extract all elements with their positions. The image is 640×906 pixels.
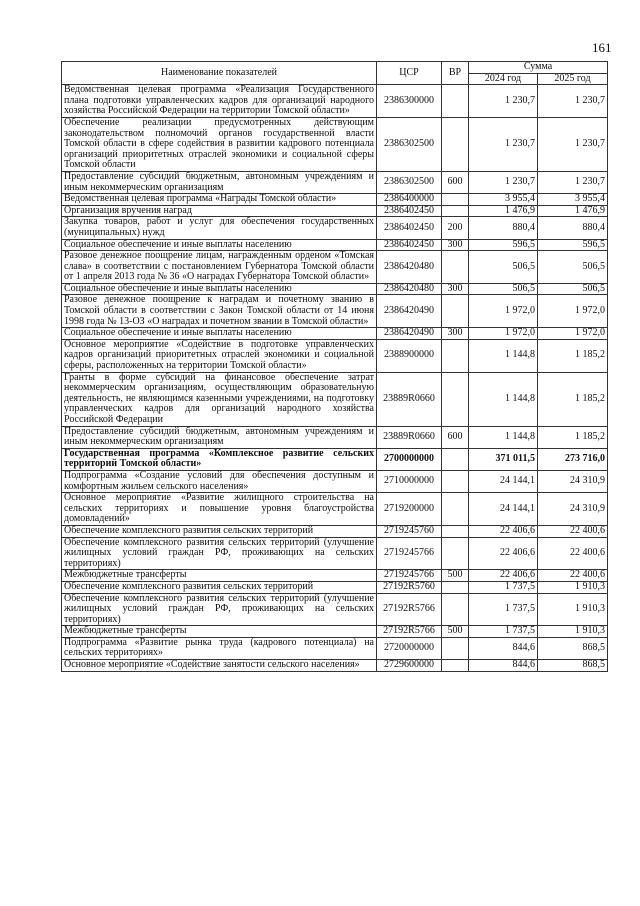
row-csr-cell: 2386420490 — [377, 328, 442, 340]
row-vr-cell — [442, 372, 469, 426]
table-row — [62, 205, 608, 217]
column-header-name: Наименование показателей — [62, 62, 377, 85]
budget-table — [61, 61, 608, 672]
row-name-cell: Обеспечение реализации предусмотренных действующим законодательством полномочий органов государственной власти Томской области в сфере содействия в развитии кадрового потенциала организаций приоритетных отраслей экономики и социальной сферы Томской области — [62, 117, 377, 171]
row-sum-2024-cell: 1 230,7 — [469, 117, 538, 171]
column-header-vr: ВР — [442, 62, 469, 85]
row-csr-cell: 2386300000 — [377, 85, 442, 118]
row-csr-cell: 27192R5766 — [377, 593, 442, 626]
row-sum-2025-cell: 1 972,0 — [538, 295, 608, 328]
row-name-cell: Подпрограмма «Создание условий для обеспечения доступным и комфортным жильем сельского населения» — [62, 470, 377, 492]
row-sum-2025-cell: 1 185,2 — [538, 372, 608, 426]
table-row — [62, 525, 608, 537]
column-header-2024: 2024 год — [469, 73, 538, 85]
row-sum-2025-cell: 506,5 — [538, 251, 608, 284]
row-name-cell: Подпрограмма «Развитие рынка труда (кадрового потенциала) на сельских территориях» — [62, 637, 377, 659]
row-sum-2025-cell: 1 185,2 — [538, 339, 608, 372]
row-sum-2024-cell: 1 230,7 — [469, 171, 538, 193]
table-row — [62, 660, 608, 672]
row-name-cell: Закупка товаров, работ и услуг для обеспечения государственных (муниципальных) нужд — [62, 217, 377, 239]
table-row — [62, 171, 608, 193]
row-sum-2025-cell: 273 716,0 — [538, 448, 608, 470]
row-sum-2024-cell: 1 144,8 — [469, 426, 538, 448]
row-name-cell: Гранты в форме субсидий на финансовое обеспечение затрат некоммерческим организациям, осуществляющим образовательную деятельность, не являющимся казенными учреждениями, на подготовку управленческих кадров для организаций народного хозяйства Российской Федерации — [62, 372, 377, 426]
table-row — [62, 537, 608, 570]
row-name-cell: Разовое денежное поощрение лицам, награжденным орденом «Томская слава» в соответствии с постановлением Губернатора Томской области от 1 апреля 2013 года № 36 «О наградах Губернатора Томской области» — [62, 251, 377, 284]
row-csr-cell: 2386420480 — [377, 283, 442, 295]
row-csr-cell: 2386302500 — [377, 117, 442, 171]
column-header-2025: 2025 год — [538, 73, 608, 85]
row-vr-cell — [442, 251, 469, 284]
row-name-cell: Обеспечение комплексного развития сельских территорий — [62, 525, 377, 537]
row-name-cell: Предоставление субсидий бюджетным, автономным учреждениям и иным некоммерческим организациям — [62, 426, 377, 448]
row-vr-cell — [442, 470, 469, 492]
row-name-cell: Социальное обеспечение и иные выплаты населению — [62, 283, 377, 295]
table-row — [62, 239, 608, 251]
row-sum-2024-cell: 24 144,1 — [469, 470, 538, 492]
row-csr-cell: 2386402450 — [377, 205, 442, 217]
row-sum-2025-cell: 22 400,6 — [538, 525, 608, 537]
row-csr-cell: 2719245766 — [377, 570, 442, 582]
row-vr-cell — [442, 339, 469, 372]
row-csr-cell: 2386402450 — [377, 239, 442, 251]
row-name-cell: Организация вручения наград — [62, 205, 377, 217]
table-row — [62, 372, 608, 426]
row-sum-2025-cell: 1 230,7 — [538, 171, 608, 193]
row-sum-2025-cell: 22 400,6 — [538, 570, 608, 582]
row-name-cell: Разовое денежное поощрение к наградам и почетному званию в Томской области в соответствии с Закон Томской области от 14 июня 1998 года № 13-ОЗ «О наградах и почетном звании в Томской области» — [62, 295, 377, 328]
row-sum-2024-cell: 880,4 — [469, 217, 538, 239]
row-sum-2024-cell: 1 972,0 — [469, 328, 538, 340]
row-sum-2024-cell: 1 737,5 — [469, 593, 538, 626]
table-row — [62, 593, 608, 626]
row-sum-2024-cell: 3 955,4 — [469, 194, 538, 206]
row-name-cell: Предоставление субсидий бюджетным, автономным учреждениям и иным некоммерческим организациям — [62, 171, 377, 193]
table-row — [62, 581, 608, 593]
row-csr-cell: 23889R0660 — [377, 372, 442, 426]
row-csr-cell: 2388900000 — [377, 339, 442, 372]
row-sum-2025-cell: 1 230,7 — [538, 117, 608, 171]
row-csr-cell: 2386402450 — [377, 217, 442, 239]
row-vr-cell — [442, 493, 469, 526]
column-header-csr: ЦСР — [377, 62, 442, 85]
row-sum-2024-cell: 1 230,7 — [469, 85, 538, 118]
row-vr-cell: 300 — [442, 283, 469, 295]
table-row — [62, 283, 608, 295]
row-vr-cell — [442, 593, 469, 626]
row-csr-cell: 2729600000 — [377, 660, 442, 672]
row-name-cell: Обеспечение комплексного развития сельских территорий (улучшение жилищных условий граждан РФ, проживающих на сельских территориях) — [62, 593, 377, 626]
row-name-cell: Межбюджетные трансферты — [62, 626, 377, 638]
row-sum-2025-cell: 596,5 — [538, 239, 608, 251]
row-name-cell: Основное мероприятие «Развитие жилищного строительства на сельских территориях и повышение уровня благоустройства домовладений» — [62, 493, 377, 526]
row-sum-2025-cell: 868,5 — [538, 660, 608, 672]
row-vr-cell — [442, 660, 469, 672]
table-row — [62, 637, 608, 659]
row-sum-2024-cell: 1 476,9 — [469, 205, 538, 217]
row-sum-2025-cell: 1 476,9 — [538, 205, 608, 217]
table-row — [62, 470, 608, 492]
row-csr-cell: 2386400000 — [377, 194, 442, 206]
row-vr-cell: 300 — [442, 328, 469, 340]
row-sum-2024-cell: 24 144,1 — [469, 493, 538, 526]
row-sum-2025-cell: 1 910,3 — [538, 593, 608, 626]
row-vr-cell — [442, 448, 469, 470]
row-vr-cell: 200 — [442, 217, 469, 239]
row-sum-2025-cell: 3 955,4 — [538, 194, 608, 206]
row-vr-cell: 300 — [442, 239, 469, 251]
row-vr-cell — [442, 581, 469, 593]
row-sum-2024-cell: 596,5 — [469, 239, 538, 251]
row-sum-2025-cell: 22 400,6 — [538, 537, 608, 570]
row-sum-2024-cell: 22 406,6 — [469, 525, 538, 537]
row-vr-cell — [442, 537, 469, 570]
row-sum-2025-cell: 1 910,3 — [538, 581, 608, 593]
row-sum-2025-cell: 868,5 — [538, 637, 608, 659]
table-row — [62, 194, 608, 206]
row-vr-cell — [442, 295, 469, 328]
column-header-sum: Сумма — [469, 62, 608, 74]
row-vr-cell — [442, 194, 469, 206]
row-vr-cell — [442, 637, 469, 659]
row-csr-cell: 2720000000 — [377, 637, 442, 659]
row-sum-2024-cell: 1 144,8 — [469, 339, 538, 372]
row-sum-2025-cell: 24 310,9 — [538, 470, 608, 492]
row-sum-2024-cell: 1 972,0 — [469, 295, 538, 328]
table-row — [62, 328, 608, 340]
table-row — [62, 493, 608, 526]
row-sum-2024-cell: 371 011,5 — [469, 448, 538, 470]
row-vr-cell — [442, 117, 469, 171]
row-name-cell: Основное мероприятие «Содействие занятости сельского населения» — [62, 660, 377, 672]
row-sum-2025-cell: 506,5 — [538, 283, 608, 295]
row-csr-cell: 27192R5760 — [377, 581, 442, 593]
row-sum-2024-cell: 1 144,8 — [469, 372, 538, 426]
row-vr-cell — [442, 85, 469, 118]
row-sum-2024-cell: 506,5 — [469, 283, 538, 295]
row-csr-cell: 27192R5766 — [377, 626, 442, 638]
table-row — [62, 570, 608, 582]
row-csr-cell: 2386420480 — [377, 251, 442, 284]
table-row — [62, 295, 608, 328]
row-vr-cell: 500 — [442, 626, 469, 638]
row-name-cell: Обеспечение комплексного развития сельских территорий — [62, 581, 377, 593]
row-name-cell: Ведомственная целевая программа «Реализация Государственного плана подготовки управленческих кадров для организаций народного хозяйства Российской Федерации на территории Томской области» — [62, 85, 377, 118]
row-sum-2024-cell: 22 406,6 — [469, 537, 538, 570]
row-sum-2025-cell: 1 910,3 — [538, 626, 608, 638]
table-row — [62, 117, 608, 171]
table-row — [62, 251, 608, 284]
table-row — [62, 448, 608, 470]
page-number: 161 — [592, 40, 612, 55]
row-csr-cell: 2386420490 — [377, 295, 442, 328]
table-row — [62, 339, 608, 372]
row-sum-2025-cell: 1 972,0 — [538, 328, 608, 340]
row-sum-2025-cell: 880,4 — [538, 217, 608, 239]
row-csr-cell: 2719200000 — [377, 493, 442, 526]
row-name-cell: Межбюджетные трансферты — [62, 570, 377, 582]
row-name-cell: Социальное обеспечение и иные выплаты населению — [62, 239, 377, 251]
row-csr-cell: 2719245760 — [377, 525, 442, 537]
row-vr-cell: 600 — [442, 426, 469, 448]
row-vr-cell: 500 — [442, 570, 469, 582]
row-csr-cell: 2700000000 — [377, 448, 442, 470]
table-row — [62, 426, 608, 448]
table-body — [62, 85, 608, 671]
row-vr-cell — [442, 525, 469, 537]
row-sum-2025-cell: 1 230,7 — [538, 85, 608, 118]
row-sum-2025-cell: 24 310,9 — [538, 493, 608, 526]
row-name-cell: Социальное обеспечение и иные выплаты населению — [62, 328, 377, 340]
row-vr-cell — [442, 205, 469, 217]
row-csr-cell: 2719245766 — [377, 537, 442, 570]
table-row — [62, 626, 608, 638]
row-sum-2025-cell: 1 185,2 — [538, 426, 608, 448]
row-sum-2024-cell: 844,6 — [469, 637, 538, 659]
row-csr-cell: 23889R0660 — [377, 426, 442, 448]
row-vr-cell: 600 — [442, 171, 469, 193]
row-sum-2024-cell: 506,5 — [469, 251, 538, 284]
row-sum-2024-cell: 22 406,6 — [469, 570, 538, 582]
row-name-cell: Ведомственная целевая программа «Награды Томской области» — [62, 194, 377, 206]
table-row — [62, 217, 608, 239]
row-name-cell: Государственная программа «Комплексное развитие сельских территорий Томской области» — [62, 448, 377, 470]
table-row — [62, 85, 608, 118]
row-csr-cell: 2386302500 — [377, 171, 442, 193]
header-row — [62, 62, 608, 74]
row-csr-cell: 2710000000 — [377, 470, 442, 492]
row-sum-2024-cell: 844,6 — [469, 660, 538, 672]
row-name-cell: Основное мероприятие «Содействие в подготовке управленческих кадров организаций приоритетных отраслей экономики и социальной сферы, расположенных на территории Томской области» — [62, 339, 377, 372]
row-name-cell: Обеспечение комплексного развития сельских территорий (улучшение жилищных условий граждан РФ, проживающих на сельских территориях) — [62, 537, 377, 570]
row-sum-2024-cell: 1 737,5 — [469, 626, 538, 638]
row-sum-2024-cell: 1 737,5 — [469, 581, 538, 593]
